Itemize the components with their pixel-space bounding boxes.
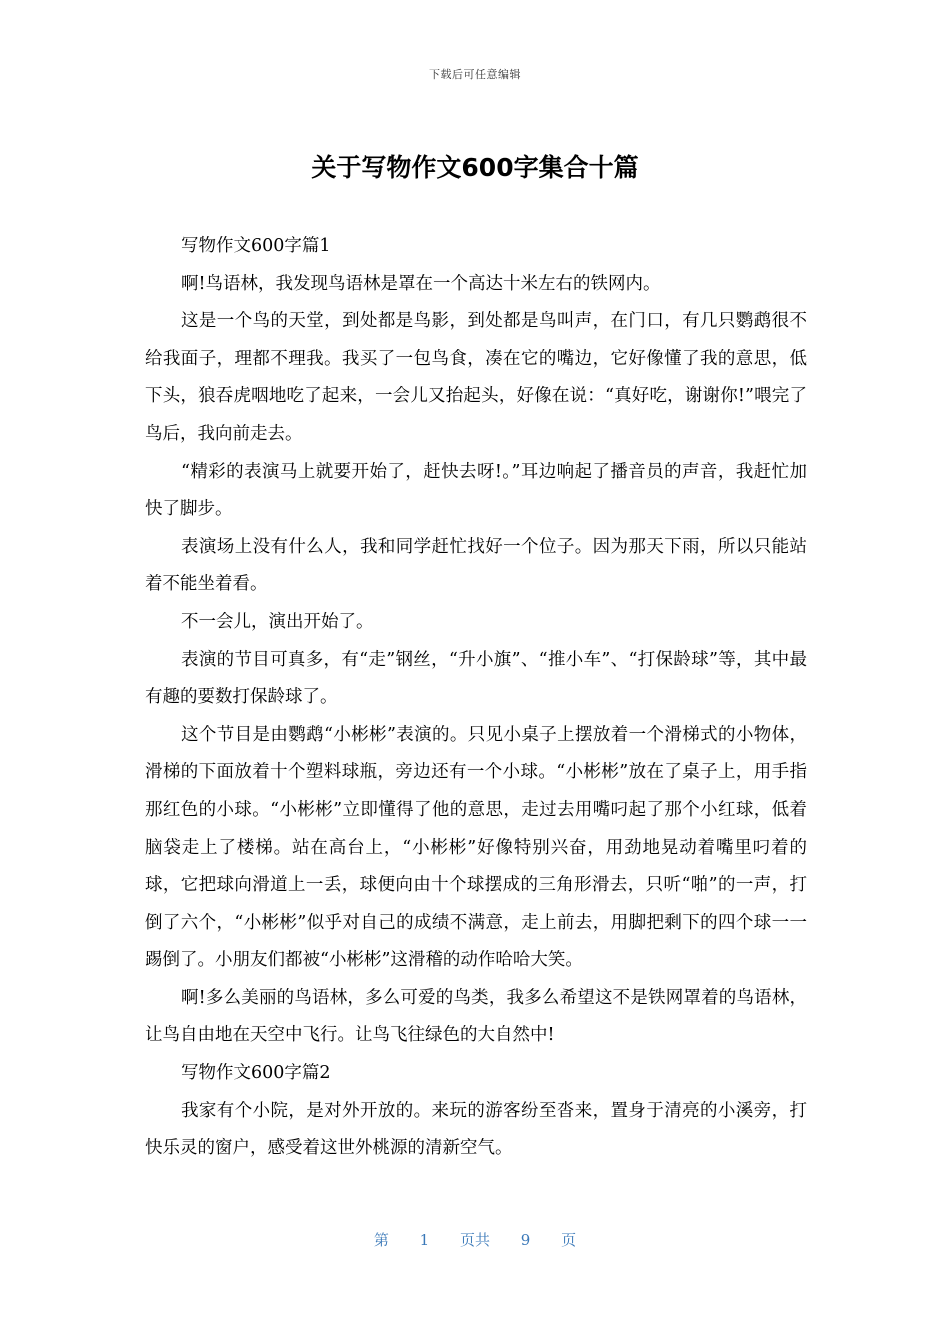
footer-total-pages: 9	[520, 1231, 531, 1249]
paragraph: 这是一个鸟的天堂，到处都是鸟影，到处都是鸟叫声，在门口，有几只鹦鹉很不给我面子，理都不理我。我买了一包鸟食，凑在它的嘴边，它好像懂了我的意思，低下头，狼吞虎咽地吃了起来，一会儿又抬起头，好像在说：“真好吃，谢谢你!”喂完了鸟后，我向前走去。	[145, 311, 807, 444]
paragraph: 表演场上没有什么人，我和同学赶忙找好一个位子。因为那天下雨，所以只能站着不能坐着看。	[145, 536, 807, 595]
paragraph: 这个节目是由鹦鹉“小彬彬”表演的。只见小桌子上摆放着一个滑梯式的小物体，滑梯的下面放着十个塑料球瓶，旁边还有一个小球。“小彬彬”放在了桌子上，用手指那红色的小球。“小彬彬”立即懂得了他的意思，走过去用嘴叼起了那个小红球，低着脑袋走上了楼梯。站在高台上，“小彬彬”好像特别兴奋，用劲地晃动着嘴里叼着的球，它把球向滑道上一丢，球便向由十个球摆成的三角形滑去，只听“啪”的一声，打倒了六个，“小彬彬”似乎对自己的成绩不满意，走上前去，用脚把剩下的四个球一一踢倒了。小朋友们都被“小彬彬”这滑稽的动作哈哈大笑。	[145, 724, 807, 971]
section-heading: 写物作文600字篇2	[181, 1063, 331, 1084]
paragraph: 不一会儿，演出开始了。	[181, 611, 374, 632]
document-body	[145, 228, 807, 1168]
section-heading: 写物作文600字篇1	[181, 236, 331, 256]
paragraph: 啊!多么美丽的鸟语林，多么可爱的鸟类，我多么希望这不是铁网罩着的鸟语林，让鸟自由地在天空中飞行。让鸟飞往绿色的大自然中!	[145, 987, 807, 1046]
paragraph: 啊!鸟语林，我发现鸟语林是罩在一个高达十米左右的铁网内。	[181, 273, 661, 294]
paragraph: 我家有个小院，是对外开放的。来玩的游客纷至沓来，置身于清亮的小溪旁，打快乐灵的窗户，感受着这世外桃源的清新空气。	[145, 1100, 807, 1159]
paragraph: “精彩的表演马上就要开始了，赶快去呀!。”耳边响起了播音员的声音，我赶忙加快了脚步。	[145, 461, 807, 520]
document-title: 关于写物作文600字集合十篇	[311, 153, 639, 182]
footer-page-of: 页共	[459, 1231, 490, 1249]
header-note: 下载后可任意编辑	[429, 68, 521, 81]
page-footer	[0, 1229, 950, 1250]
footer-current-page: 1	[419, 1231, 430, 1249]
footer-page-end: 页	[561, 1231, 577, 1249]
paragraph: 表演的节目可真多，有“走”钢丝，“升小旗”、“推小车”、“打保龄球”等，其中最有趣的要数打保龄球了。	[145, 649, 807, 708]
footer-page-word: 第	[373, 1231, 389, 1249]
